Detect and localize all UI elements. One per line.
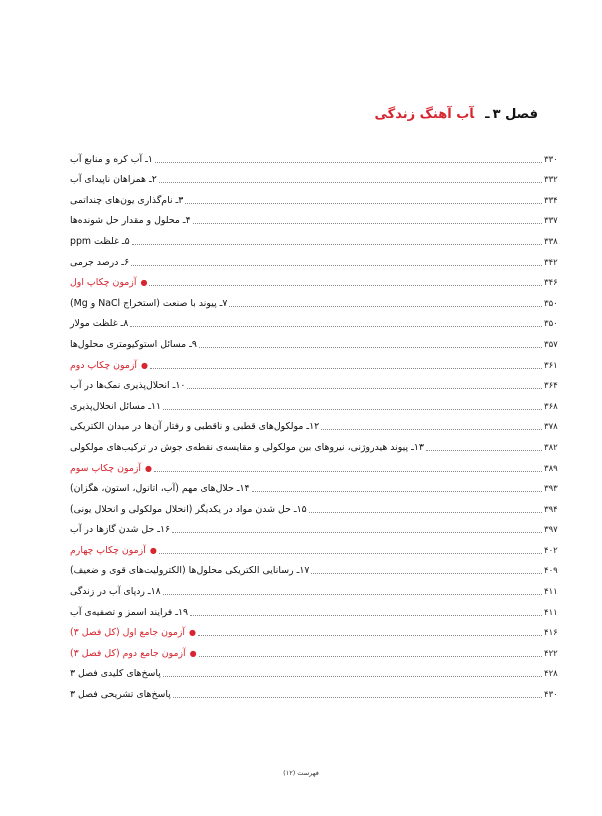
toc-page-number: ۳۳۷: [544, 216, 558, 227]
dot-leader: [426, 449, 542, 451]
toc-entry-test[interactable]: [68, 270, 566, 291]
dot-leader: [311, 572, 542, 574]
dot-leader: [173, 696, 542, 698]
toc-entry[interactable]: [68, 228, 566, 249]
toc-page-number: ۳۹۴: [544, 504, 558, 515]
toc-entry-label: [68, 420, 319, 434]
toc-page-number: ۴۲۲: [544, 648, 558, 659]
toc-page-number: ۳۶۸: [544, 401, 558, 412]
dot-leader: [149, 284, 542, 286]
toc-entry-title: ۲ـ همراهان ناپیدای آب: [70, 174, 157, 186]
toc-entry-label: [68, 688, 171, 702]
toc-page-number: ۳۴۶: [544, 278, 558, 289]
toc-page-number: ۳۷۸: [544, 422, 558, 433]
toc-page-number: ۳۳۸: [544, 236, 558, 247]
toc-entry-title: آزمون چکاپ سوم: [70, 462, 141, 474]
toc-entry-label: [68, 379, 185, 393]
toc-entry-label: [68, 462, 152, 476]
toc-entry-title: ۱۱ـ مسائل انحلال‌پذیری: [70, 400, 162, 412]
toc-entry-label: [68, 564, 309, 578]
toc-entry-title: پاسخ‌های کلیدی فصل ۳: [70, 668, 161, 680]
toc-entry[interactable]: [68, 249, 566, 270]
toc-entry-title: ۱۲ـ مولکول‌های قطبی و ناقطبی و رفتار آن‌ها در میدان الکتریکی: [70, 421, 320, 433]
table-of-contents: [68, 146, 566, 702]
toc-entry[interactable]: [68, 393, 566, 414]
toc-entry-label: [68, 173, 157, 187]
toc-page-number: ۴۲۸: [544, 669, 558, 680]
toc-entry-test[interactable]: [68, 640, 566, 661]
chapter-title: آب آهنگ زندگی: [374, 107, 475, 122]
toc-page-number: ۴۰۹: [544, 566, 558, 577]
toc-page-number: ۳۳۰: [544, 154, 558, 165]
dot-leader: [198, 634, 542, 636]
chapter-label: فصل ۳: [492, 107, 538, 122]
toc-entry-title: ۱۶ـ حل شدن گازها در آب: [70, 524, 171, 536]
toc-entry-label: [68, 153, 153, 167]
toc-entry-title: ۶ـ درصد جرمی: [70, 256, 130, 268]
toc-entry-title: آزمون چکاپ دوم: [70, 359, 138, 371]
toc-entry[interactable]: [68, 558, 566, 579]
toc-page-number: ۳۶۴: [544, 381, 558, 392]
toc-entry[interactable]: [68, 373, 566, 394]
toc-entry-test[interactable]: [68, 352, 566, 373]
toc-page-number: ۳۵۰: [544, 298, 558, 309]
toc-entry[interactable]: [68, 517, 566, 538]
toc-page-number: ۳۴۲: [544, 257, 558, 268]
dot-leader: [159, 181, 542, 183]
dot-leader: [321, 428, 542, 430]
toc-entry[interactable]: [68, 661, 566, 682]
dot-leader: [199, 655, 542, 657]
dot-leader: [199, 346, 542, 348]
chapter-heading: [374, 107, 538, 122]
dot-leader: [309, 511, 542, 513]
toc-entry[interactable]: [68, 681, 566, 702]
toc-entry-title: آزمون جامع اول (کل فصل ۳): [70, 627, 186, 639]
dot-leader: [155, 161, 542, 163]
toc-page-number: ۳۸۹: [544, 463, 558, 474]
toc-page-number: ۳۹۷: [544, 525, 558, 536]
toc-page-number: ۳۳۲: [544, 175, 558, 186]
toc-entry-title: آزمون چکاپ چهارم: [70, 544, 146, 556]
toc-entry-title: ۱۴ـ حلال‌های مهم (آب، اتانول، استون، هگزان): [70, 483, 250, 495]
toc-entry[interactable]: [68, 331, 566, 352]
toc-entry-label: [68, 647, 197, 661]
toc-entry[interactable]: [68, 599, 566, 620]
toc-entry[interactable]: [68, 414, 566, 435]
bullet-icon: ●: [189, 648, 197, 658]
toc-entry-title: ۱۰ـ انحلال‌پذیری نمک‌ها در آب: [70, 380, 186, 392]
toc-entry-title: ۱۸ـ ردپای آب در زندگی: [70, 586, 161, 598]
dot-leader: [190, 614, 542, 616]
chapter-dash: ـ: [485, 107, 490, 122]
toc-entry-title: ۸ـ غلظت مولار: [70, 318, 129, 330]
toc-entry-title: آزمون جامع دوم (کل فصل ۳): [70, 647, 186, 659]
dot-leader: [163, 408, 542, 410]
dot-leader: [193, 222, 542, 224]
toc-entry-title: ۱۳ـ پیوند هیدروژنی، نیروهای بین مولکولی و مقایسه‌ی نقطه‌ی جوش در ترکیب‌های مولکولی: [70, 441, 424, 453]
toc-entry-test[interactable]: [68, 537, 566, 558]
toc-entry-label: [68, 317, 128, 331]
toc-entry[interactable]: [68, 434, 566, 455]
toc-entry[interactable]: [68, 290, 566, 311]
toc-entry-label: [68, 359, 148, 373]
dot-leader: [185, 202, 542, 204]
toc-entry-test[interactable]: [68, 455, 566, 476]
dot-leader: [163, 593, 542, 595]
toc-entry-label: [68, 214, 191, 228]
toc-entry-label: [68, 585, 161, 599]
bullet-icon: ●: [140, 278, 148, 288]
toc-page-number: ۳۳۴: [544, 195, 558, 206]
toc-page-number: ۳۸۲: [544, 442, 558, 453]
toc-entry[interactable]: [68, 187, 566, 208]
toc-page-number: ۴۱۶: [544, 628, 558, 639]
toc-entry-label: [68, 400, 161, 414]
toc-page-number: ۴۰۲: [544, 545, 558, 556]
toc-entry-label: [68, 667, 161, 681]
dot-leader: [229, 305, 542, 307]
toc-entry-title: ۷ـ پیوند با صنعت (استخراج NaCl و Mg): [70, 297, 228, 309]
toc-entry-label: [68, 523, 170, 537]
bullet-icon: ●: [149, 545, 157, 555]
toc-entry-title: ۱۹ـ فرایند اسمز و تصفیه‌ی آب: [70, 606, 189, 618]
toc-entry-label: [68, 482, 250, 496]
toc-entry-label: [68, 626, 196, 640]
dot-leader: [132, 243, 542, 245]
toc-entry-title: ۱۷ـ رسانایی الکتریکی محلول‌ها (الکترولیت‌های قوی و ضعیف): [70, 565, 310, 577]
toc-entry-title: ۵ـ غلظت ppm: [70, 235, 130, 247]
toc-entry-title: ۴ـ محلول و مقدار حل شونده‌ها: [70, 215, 191, 227]
toc-page-number: ۳۶۱: [544, 360, 558, 371]
toc-entry[interactable]: [68, 496, 566, 517]
toc-entry-label: [68, 544, 157, 558]
toc-entry-title: ۹ـ مسائل استوکیومتری محلول‌ها: [70, 338, 197, 350]
dot-leader: [187, 387, 542, 389]
toc-entry-title: ۱ـ آب کره و منابع آب: [70, 153, 153, 165]
page-footer: فهرست (۱۲): [283, 769, 319, 777]
dot-leader: [150, 367, 542, 369]
dot-leader: [252, 490, 542, 492]
toc-entry-label: [68, 256, 129, 270]
dot-leader: [130, 325, 542, 327]
toc-page-number: ۳۹۳: [544, 484, 558, 495]
toc-entry-title: پاسخ‌های تشریحی فصل ۳: [70, 689, 171, 701]
dot-leader: [172, 531, 542, 533]
toc-entry-label: [68, 276, 147, 290]
toc-entry-label: [68, 503, 307, 517]
toc-page-number: ۳۵۰: [544, 319, 558, 330]
toc-entry-title: ۳ـ نام‌گذاری یون‌های چنداتمی: [70, 194, 184, 206]
toc-entry-label: [68, 235, 130, 249]
toc-entry[interactable]: [68, 167, 566, 188]
bullet-icon: ●: [145, 463, 152, 473]
toc-entry[interactable]: [68, 146, 566, 167]
toc-entry[interactable]: [68, 311, 566, 332]
bullet-icon: ●: [189, 628, 197, 638]
dot-leader: [159, 552, 542, 554]
toc-page-number: ۴۳۰: [544, 690, 558, 701]
dot-leader: [131, 264, 542, 266]
dot-leader: [154, 470, 542, 472]
toc-entry-test[interactable]: [68, 620, 566, 641]
dot-leader: [163, 675, 542, 677]
toc-entry-label: [68, 606, 188, 620]
bullet-icon: ●: [141, 360, 148, 370]
toc-entry[interactable]: [68, 578, 566, 599]
toc-entry-label: [68, 441, 424, 455]
toc-entry[interactable]: [68, 208, 566, 229]
toc-entry-label: [68, 338, 197, 352]
toc-page-number: ۴۱۱: [544, 607, 558, 618]
toc-entry-title: ۱۵ـ حل شدن مواد در یکدیگر (انحلال مولکولی و انحلال یونی): [70, 503, 307, 515]
toc-entry-label: [68, 194, 183, 208]
toc-entry-title: آزمون چکاپ اول: [70, 277, 137, 289]
toc-entry-label: [68, 297, 227, 311]
toc-entry[interactable]: [68, 476, 566, 497]
toc-page-number: ۴۱۱: [544, 587, 558, 598]
toc-page-number: ۳۵۷: [544, 339, 558, 350]
